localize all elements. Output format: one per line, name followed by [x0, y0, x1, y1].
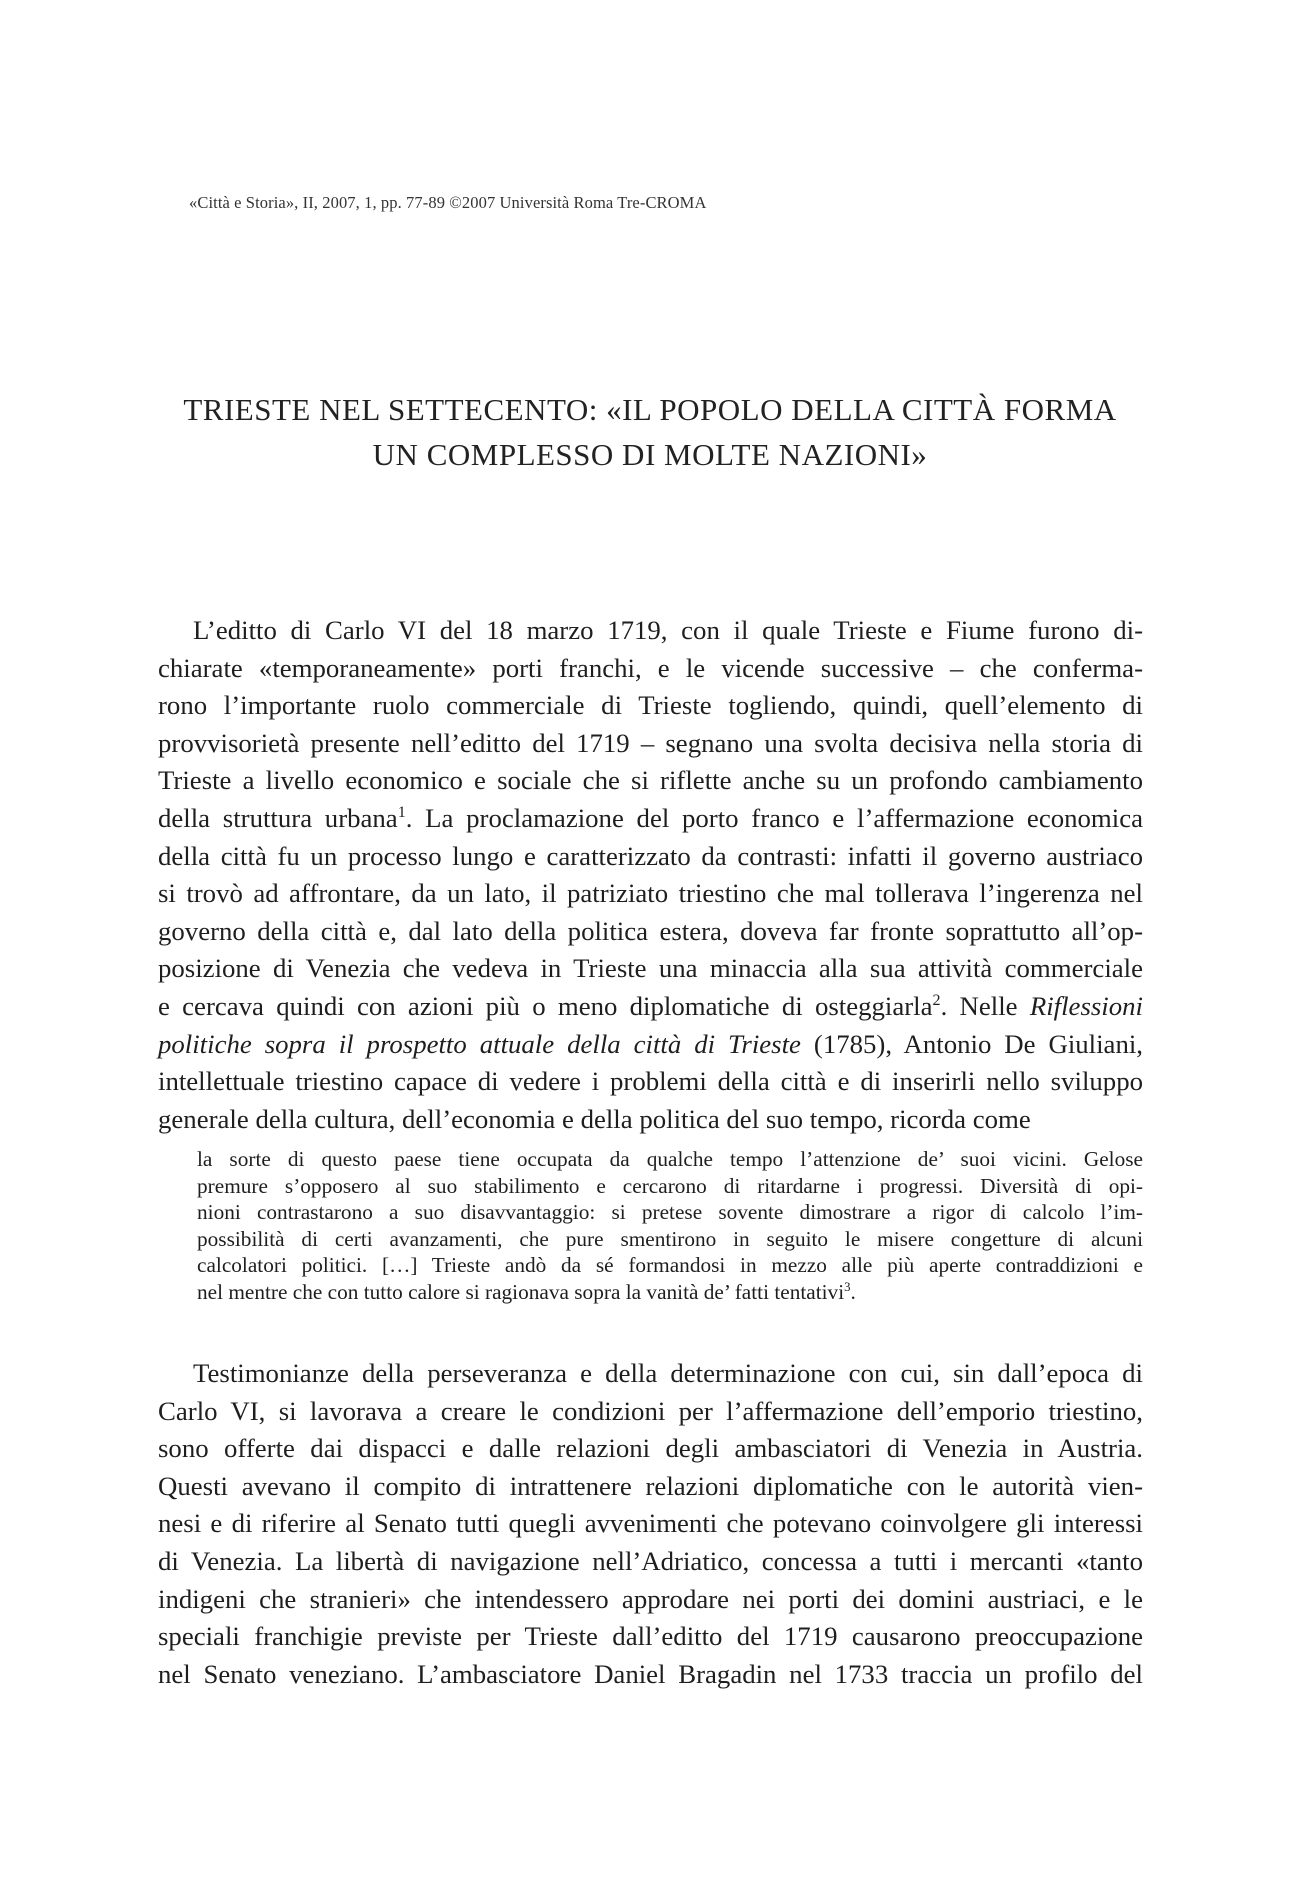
text-segment: .	[850, 1279, 856, 1304]
text-segment: della struttura urbana	[158, 802, 398, 833]
book-title-italic: politiche sopra il prospetto attuale della città di Trieste	[158, 1028, 801, 1059]
paragraph-2	[158, 1355, 1143, 1693]
quote-line: premure s’opposero al suo stabilimento e cercarono di ritardarne i progressi. Diversità di opi-	[197, 1173, 1143, 1198]
text-line: si trovò ad affrontare, da un lato, il patriziato triestino che mal tollerava l’ingerenza nel	[158, 878, 1143, 909]
text-line	[158, 1026, 1143, 1064]
text-segment: nel mentre che con tutto calore si ragionava sopra la vanità de’ fatti tentativi	[197, 1279, 845, 1304]
journal-citation: «Città e Storia», II, 2007, 1, pp. 77-89 ©2007 Università Roma Tre-CROMA	[189, 193, 707, 212]
book-title-italic: Riflessioni	[1029, 990, 1143, 1021]
text-segment: (1785), Antonio De Giuliani,	[800, 1028, 1143, 1059]
block-quote	[197, 1146, 1143, 1306]
text-line: indigeni che stranieri» che intendessero approdare nei porti dei domini austriaci, e le	[158, 1583, 1143, 1614]
text-line: nel Senato veneziano. L’ambasciatore Daniel Bragadin nel 1733 traccia un profilo del	[158, 1658, 1143, 1689]
text-line: posizione di Venezia che vedeva in Trieste una minaccia alla sua attività commerciale	[158, 953, 1143, 984]
text-segment: e cercava quindi con azioni più o meno diplomatiche di osteggiarla	[158, 990, 933, 1021]
text-line: Trieste a livello economico e sociale che si riflette anche su un profondo cambiamento	[158, 765, 1143, 796]
quote-line: nioni contrastarono a suo disavvantaggio: si pretese sovente dimostrare a rigor di calcolo l’im-	[197, 1200, 1143, 1225]
text-line: governo della città e, dal lato della politica estera, doveva far fronte soprattutto all’op-	[158, 915, 1143, 946]
text-line: generale della cultura, dell’economia e della politica del suo tempo, ricorda come	[158, 1103, 1031, 1134]
text-line: intellettuale triestino capace di vedere i problemi della città e di inserirli nello sviluppo	[158, 1066, 1143, 1097]
text-line	[158, 988, 1143, 1026]
footnote-ref-1[interactable]: 1	[397, 804, 406, 822]
paragraph-1	[158, 612, 1143, 1138]
text-line	[158, 800, 1143, 838]
title-line-2: UN COMPLESSO DI MOLTE NAZIONI»	[372, 437, 928, 472]
quote-line: la sorte di questo paese tiene occupata da qualche tempo l’attenzione de’ suoi vicini. Gelose	[197, 1147, 1143, 1171]
footnote-ref-3[interactable]: 3	[844, 1279, 851, 1294]
quote-line: calcolatori politici. […] Trieste andò da sé formandosi in mezzo alle più aperte contraddizioni e	[197, 1253, 1143, 1278]
footnote-ref-2[interactable]: 2	[932, 992, 941, 1010]
quote-line: possibilità di certi avanzamenti, che pure smentirono in seguito le misere congetture di alcuni	[197, 1226, 1143, 1251]
text-line: Testimonianze della perseveranza e della determinazione con cui, sin dall’epoca di	[193, 1358, 1143, 1388]
title-line-1: TRIESTE NEL SETTECENTO: «IL POPOLO DELLA CITTÀ FORMA	[183, 392, 1117, 427]
text-line: Carlo VI, si lavorava a creare le condizioni per l’affermazione dell’emporio triestino,	[158, 1395, 1143, 1426]
quote-line	[197, 1279, 1143, 1306]
text-line: Questi avevano il compito di intrattenere relazioni diplomatiche con le autorità vien-	[158, 1470, 1143, 1501]
text-line: della città fu un processo lungo e caratterizzato da contrasti: infatti il governo austriaco	[158, 840, 1143, 871]
text-line: sono offerte dai dispacci e dalle relazioni degli ambasciatori di Venezia in Austria.	[158, 1433, 1143, 1464]
text-line: chiarate «temporaneamente» porti franchi, e le vicende successive – che conferma-	[158, 652, 1143, 683]
text-line: nesi e di riferire al Senato tutti quegli avvenimenti che potevano coinvolgere gli interessi	[158, 1508, 1143, 1539]
article-title	[140, 387, 1160, 477]
text-line: di Venezia. La libertà di navigazione nell’Adriatico, concessa a tutti i mercanti «tanto	[158, 1545, 1143, 1576]
text-line: provvisorietà presente nell’editto del 1719 – segnano una svolta decisiva nella storia di	[158, 727, 1143, 758]
text-line: rono l’importante ruolo commerciale di Trieste togliendo, quindi, quell’elemento di	[158, 690, 1143, 721]
text-segment: . La proclamazione del porto franco e l’affermazione economica	[405, 802, 1143, 833]
text-line: speciali franchigie previste per Trieste dall’editto del 1719 causarono preoccupazione	[158, 1621, 1143, 1652]
text-segment: . Nelle	[940, 990, 1030, 1021]
text-line: L’editto di Carlo VI del 18 marzo 1719, con il quale Trieste e Fiume furono di-	[193, 615, 1143, 645]
